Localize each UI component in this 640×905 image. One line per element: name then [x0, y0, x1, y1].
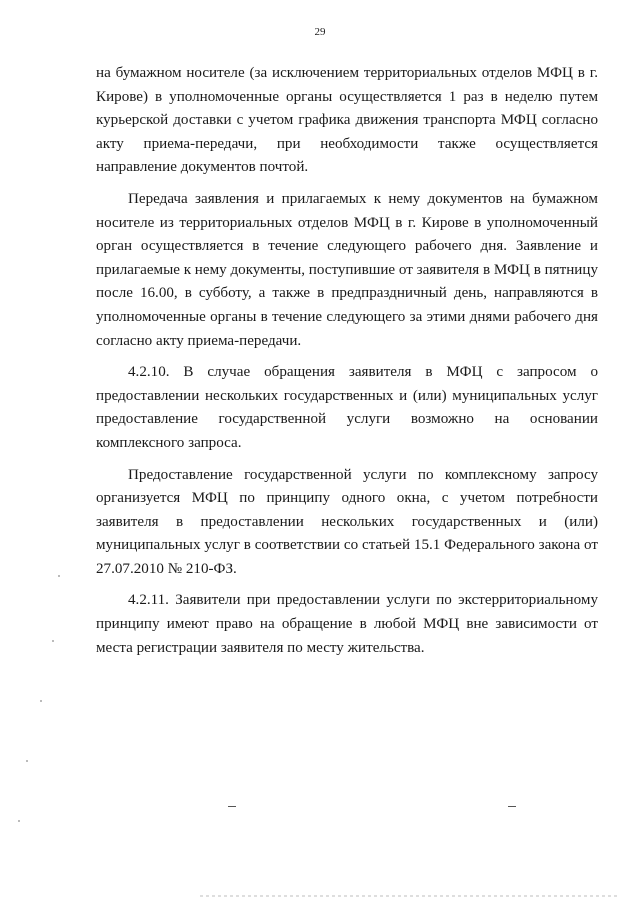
- paragraph-transfer: Передача заявления и прилагаемых к нему документов на бумажном носителе из территориальных отделов МФЦ в г. Кирове в уполномоченный орган осуществляется в течение следующего рабочего дня. Заявление и прилагаемые к нему документы, поступившие от заявителя в МФЦ в пятницу после 16.00, в субботу, а также в предпраздничный день, направляются в уполномоченные органы в течение следующего за этими днями рабочего дня согласно акту приема-передачи.: [96, 190, 598, 349]
- scan-artifact-dot: [52, 640, 54, 642]
- scan-artifact-dash: [228, 806, 236, 807]
- scan-footer-noise: [200, 895, 620, 897]
- paragraph-4-2-11: 4.2.11. Заявители при предоставлении услуги по экстерриториальному принципу имеют право на обращение в любой МФЦ вне зависимости от места регистрации заявителя по месту жительства.: [96, 592, 598, 656]
- scan-artifact-dot: [40, 700, 42, 702]
- paragraph-continuation: на бумажном носителе (за исключением территориальных отделов МФЦ в г. Кирове) в уполномоченные органы осуществляется 1 раз в неделю путем курьерской доставки с учетом графика движения транспорта МФЦ согласно акту приема-передачи, при необходимости также осуществляется направление документов почтой.: [96, 65, 598, 176]
- document-body: [96, 62, 598, 668]
- paragraph-4-2-10: 4.2.10. В случае обращения заявителя в МФЦ с запросом о предоставлении нескольких государственных и (или) муниципальных услуг предоставление государственной услуги возможно на основании комплексного запроса.: [96, 364, 598, 451]
- scan-artifact-dash: [508, 806, 516, 807]
- paragraph-complex-request: Предоставление государственной услуги по комплексному запросу организуется МФЦ по принципу одного окна, с учетом потребности заявителя в предоставлении нескольких государственных и (или) муниципальных услуг в соответствии со статьей 15.1 Федерального закона от 27.07.2010 № 210-ФЗ.: [96, 466, 598, 577]
- scan-artifact-dot: [58, 575, 60, 577]
- scan-artifact-dot: [26, 760, 28, 762]
- page-number: 29: [314, 26, 326, 38]
- scan-artifact-dot: [18, 820, 20, 822]
